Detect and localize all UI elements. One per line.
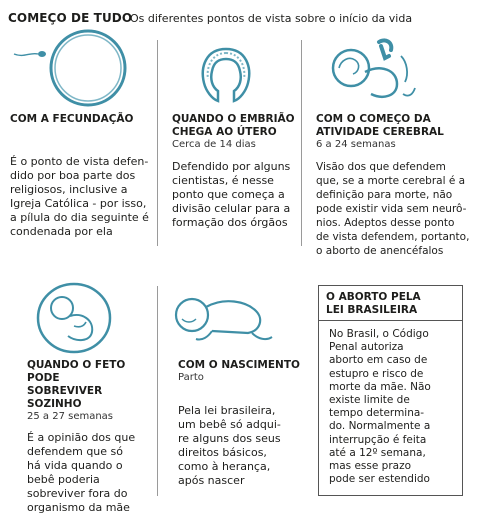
page-title: COMEÇO DE TUDO: [8, 11, 133, 25]
panel-subcaption: Cerca de 14 dias: [172, 139, 256, 150]
body-line: estupro e risco de: [329, 367, 424, 380]
egg-cell-icon: [0, 30, 150, 110]
body-line: existe limite de: [329, 394, 410, 407]
body-line: que, se a morte cerebral é a: [316, 175, 466, 187]
body-line: após nascer: [178, 474, 245, 487]
title-line: LEI BRASILEIRA: [326, 304, 418, 316]
body-line: defendem que só: [27, 445, 124, 458]
body-line: No Brasil, o Código: [329, 328, 429, 340]
panel-caption: [27, 359, 155, 411]
panel-caption: COM O NASCIMENTO: [178, 359, 300, 371]
title-line: O ABORTO PELA: [326, 291, 421, 303]
panel-body: [316, 160, 476, 258]
body-line: pode existir vida sem neurô-: [316, 203, 467, 215]
body-line: de vista defendem, portanto,: [316, 231, 470, 243]
caption-line: ATIVIDADE CEREBRAL: [316, 126, 444, 138]
panel-embriao-utero: [172, 113, 300, 230]
body-line: Igreja Católica - por isso,: [10, 197, 147, 210]
panel-body: [172, 160, 300, 230]
body-line: interrupção é feita: [329, 433, 427, 446]
fetus-in-womb-icon: [34, 280, 114, 356]
caption-line: QUANDO O FETO PODE: [27, 359, 126, 384]
panel-caption: COM A FECUNDAÇÃO: [10, 113, 134, 125]
panel-nascimento: [178, 359, 300, 488]
panel-body: [27, 431, 155, 515]
law-box: [318, 285, 463, 496]
body-line: morte da mãe. Não: [329, 380, 431, 393]
body-line: nios. Adeptos desse ponto: [316, 217, 455, 229]
body-line: formação dos órgãos: [172, 216, 288, 229]
body-line: cientistas, é nesse: [172, 174, 274, 187]
panel-caption: [172, 113, 300, 139]
body-line: há vida quando o: [27, 459, 123, 472]
panel-feto-sobreviver: [27, 359, 155, 515]
panel-caption: [316, 113, 476, 139]
body-line: bebê poderia: [27, 473, 100, 486]
fetus-brain-icon: [325, 38, 425, 114]
body-line: É a opinião dos que: [27, 431, 136, 444]
sperm-icon: [14, 51, 46, 57]
embryo-blastocyst-icon: [196, 43, 256, 107]
body-line: pode ser estendido: [329, 473, 430, 486]
body-line: tempo determina-: [329, 407, 425, 420]
body-line: definição para morte, não: [316, 189, 453, 201]
divider: [157, 286, 158, 496]
panel-subcaption: 25 a 27 semanas: [27, 411, 114, 422]
body-line: o aborto de anencéfalos: [316, 245, 444, 257]
law-box-title: [319, 286, 462, 320]
body-line: mas esse prazo: [329, 460, 412, 473]
newborn-baby-icon: [168, 285, 278, 349]
caption-line: QUANDO O EMBRIÃO: [172, 113, 295, 125]
body-line: até a 12º semana,: [329, 446, 426, 459]
panel-fecundacao: [10, 113, 154, 239]
body-line: como à herança,: [178, 460, 271, 473]
law-box-body: [319, 321, 462, 486]
body-line: um bebê só adqui-: [178, 418, 281, 431]
body-line: ponto que começa a: [172, 188, 285, 201]
body-line: direitos básicos,: [178, 446, 267, 459]
panel-subcaption: Parto: [178, 372, 204, 383]
divider: [301, 40, 302, 246]
body-line: aborto em caso de: [329, 354, 428, 367]
body-line: condenada por ela: [10, 225, 113, 238]
panel-body: [178, 404, 300, 488]
body-line: dido por boa parte dos: [10, 169, 136, 182]
body-line: do. Normalmente a: [329, 420, 431, 433]
panel-subcaption: 6 a 24 semanas: [316, 139, 396, 150]
divider: [157, 40, 158, 246]
caption-line: COM O COMEÇO DA: [316, 113, 431, 125]
body-line: Visão dos que defendem: [316, 161, 446, 173]
page-subtitle: Os diferentes pontos de vista sobre o início da vida: [130, 12, 413, 25]
body-line: divisão celular para a: [172, 202, 291, 215]
body-line: a pílula do dia seguinte é: [10, 211, 149, 224]
body-line: Pela lei brasileira,: [178, 404, 276, 417]
body-line: religiosos, inclusive a: [10, 183, 128, 196]
body-line: É o ponto de vista defen-: [10, 155, 149, 168]
panel-body: [10, 155, 154, 239]
body-line: re alguns dos seus: [178, 432, 281, 445]
body-line: Defendido por alguns: [172, 160, 291, 173]
caption-line: SOBREVIVER SOZINHO: [27, 385, 103, 410]
panel-atividade-cerebral: [316, 113, 476, 258]
body-line: Penal autoriza: [329, 341, 404, 354]
caption-line: CHEGA AO ÚTERO: [172, 126, 277, 138]
body-line: sobreviver fora do: [27, 487, 128, 500]
body-line: organismo da mãe: [27, 501, 130, 514]
